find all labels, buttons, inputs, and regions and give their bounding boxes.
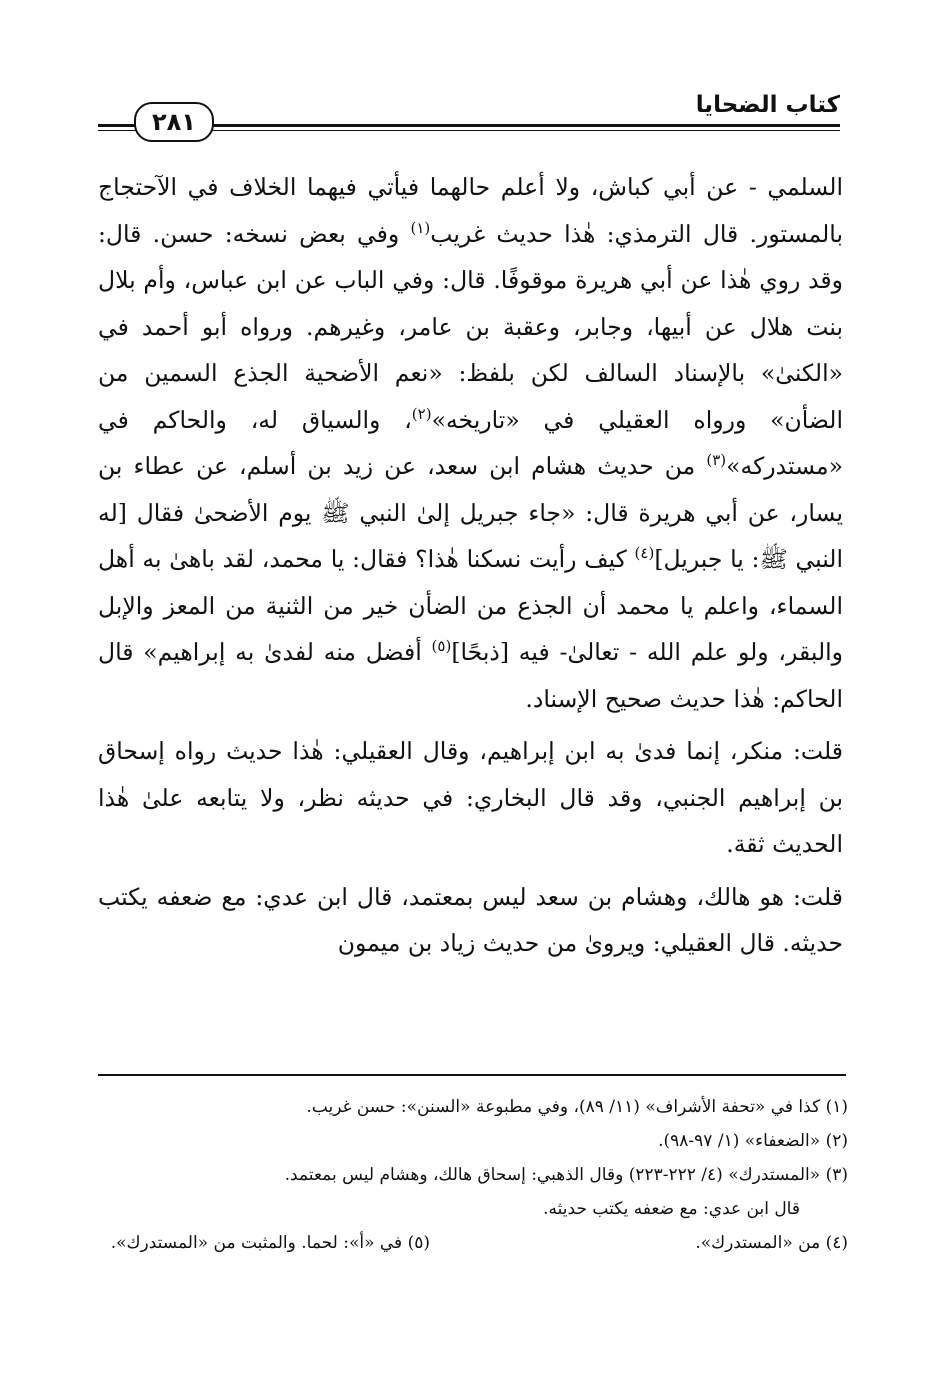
footnote-ref-5: (٥): [431, 637, 452, 656]
paragraph-3: قلت: هو هالك، وهشام بن سعد ليس بمعتمد، قال ابن عدي: مع ضعفه يكتب حديثه. قال العقيلي: ويروىٰ من حديث زياد بن ميمون: [98, 882, 843, 957]
page-number: ٢٨١: [134, 102, 214, 142]
text-segment: السلمي - عن أبي كباش، ولا أعلم حالهما فيأتي فيهما الخلاف في الآحتجاج بالمستور. قال الترمذي: هٰذا حديث غريب: [98, 173, 843, 248]
footnote-3: (٣) «المستدرك» (٤/ ٢٢٢-٢٢٣) وقال الذهبي: إسحاق هالك، وهشام ليس بمعتمد.: [284, 1165, 848, 1185]
running-title: كتاب الضحايا: [695, 92, 840, 118]
footnote-ref-3: (٣): [706, 451, 727, 470]
text-segment: كيف رأيت نسكنا هٰذا؟ فقال: يا محمد، لقد باهىٰ به أهل السماء، واعلم يا محمد أن الجذع من الضأن خير من الثنية من المعز والإبل والبقر، ولو علم الله - تعالىٰ- فيه [ذبحًا]: [98, 545, 843, 666]
footnote-ref-4: (٤): [634, 544, 655, 563]
text-segment: أفضل منه لفدىٰ به إبراهيم» قال الحاكم: هٰذا حديث صحيح الإسناد.: [98, 638, 843, 713]
footnotes: [98, 1090, 848, 1260]
footnote-separator: [98, 1074, 846, 1076]
text-segment: ، والسياق له، والحاكم في «مستدركه»: [98, 405, 843, 480]
footnote-ref-1: (١): [410, 218, 431, 237]
footnote-4: (٤) من «المستدرك».: [695, 1233, 848, 1253]
page-header: [98, 92, 840, 138]
paragraph-1: [98, 164, 843, 722]
footnote-3-continuation: قال ابن عدي: مع ضعفه يكتب حديثه.: [543, 1199, 800, 1219]
footnote-ref-2: (٢): [411, 404, 432, 423]
footnote-1: (١) كذا في «تحفة الأشراف» (١١/ ٨٩)، وفي مطبوعة «السنن»: حسن غريب.: [306, 1097, 848, 1117]
main-text: [98, 164, 843, 967]
text-segment: من حديث هشام ابن سعد، عن زيد بن أسلم، عن عطاء بن يسار، عن أبي هريرة قال: «جاء جبريل إلىٰ النبي ﷺ يوم الأضحىٰ فقال [له النبي ﷺ: يا جبريل]: [98, 452, 843, 573]
footnote-5: (٥) في «أ»: لحما. والمثبت من «المستدرك».: [110, 1233, 430, 1253]
paragraph-2: قلت: منكر، إنما فدىٰ به ابن إبراهيم، وقال العقيلي: هٰذا حديث رواه إسحاق بن إبراهيم الجنبي، وقد قال البخاري: في حديثه نظر، ولا يتابعه علىٰ هٰذا الحديث ثقة.: [98, 737, 843, 858]
text-segment: وفي بعض نسخه: حسن. قال: وقد روي هٰذا عن أبي هريرة موقوفًا. قال: وفي الباب عن ابن عباس، وأم بلال بنت هلال عن أبيها، وجابر، وعقبة بن عامر، وغيرهم. ورواه أبو أحمد في «الكنىٰ» بالإسناد السالف لكن بلفظ: «نعم الأضحية الجذع السمين من الضأن» ورواه العقيلي في «تاريخه»: [98, 219, 843, 434]
footnote-row: [98, 1226, 848, 1260]
footnote-2: (٢) «الضعفاء» (١/ ٩٧-٩٨).: [658, 1131, 848, 1151]
